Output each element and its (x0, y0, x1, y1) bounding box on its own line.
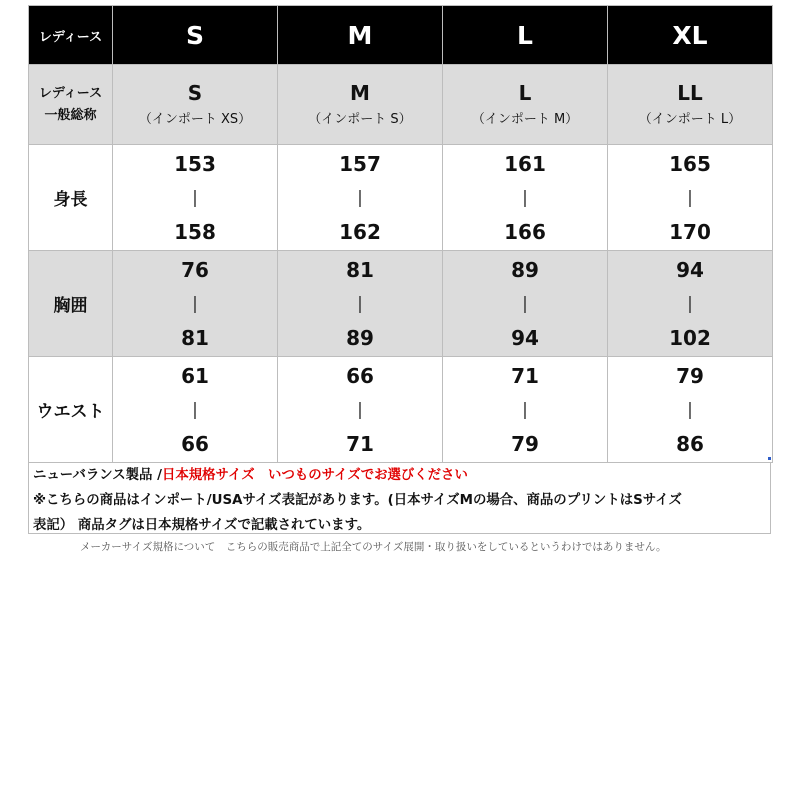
range-cell (443, 357, 608, 463)
height-row-label: 身長 (29, 145, 113, 251)
range-max: 66 (181, 431, 209, 456)
notes-line-2: ※こちらの商品はインポート/USAサイズ表記があります。(日本サイズMの場合、商品のプリントはSサイズ (33, 493, 682, 508)
range-max: 158 (174, 219, 216, 244)
range-max: 102 (669, 325, 711, 350)
range-min: 71 (511, 363, 539, 388)
range-min: 157 (339, 151, 381, 176)
range-separator: | (357, 293, 363, 314)
general-row-label (29, 65, 113, 145)
range-separator: | (687, 187, 693, 208)
range-cell (278, 251, 443, 357)
range-separator: | (192, 293, 198, 314)
range-min: 165 (669, 151, 711, 176)
range-min: 89 (511, 257, 539, 282)
range-max: 71 (346, 431, 374, 456)
size-chart-table (28, 5, 773, 463)
range-min: 76 (181, 257, 209, 282)
general-size-row (29, 65, 773, 145)
general-size-main: S (187, 80, 203, 105)
range-min: 81 (346, 257, 374, 282)
range-separator: | (522, 293, 528, 314)
general-label-line2: 一般総称 (44, 107, 97, 123)
general-size-main: L (518, 80, 532, 105)
range-cell (113, 145, 278, 251)
range-cell (608, 145, 773, 251)
range-max: 94 (511, 325, 539, 350)
height-row (29, 145, 773, 251)
general-size-import: （インポート XS） (138, 111, 252, 127)
range-separator: | (522, 187, 528, 208)
range-max: 170 (669, 219, 711, 244)
range-min: 61 (181, 363, 209, 388)
range-cell (278, 145, 443, 251)
general-size-cell (443, 65, 608, 145)
range-separator: | (687, 293, 693, 314)
general-size-cell (278, 65, 443, 145)
range-separator: | (357, 399, 363, 420)
general-size-cell (113, 65, 278, 145)
size-notes-box (28, 462, 771, 534)
header-size-l: L (443, 6, 608, 65)
general-size-import: （インポート M） (471, 111, 579, 127)
chest-row (29, 251, 773, 357)
range-cell (443, 251, 608, 357)
japan-size-warning: 日本規格サイズ いつものサイズでお選びください (162, 468, 468, 483)
range-max: 166 (504, 219, 546, 244)
range-separator: | (357, 187, 363, 208)
corner-marker-dot (768, 457, 771, 460)
range-min: 79 (676, 363, 704, 388)
range-cell (608, 251, 773, 357)
brand-note: ニューバランス製品 / (33, 468, 162, 483)
range-separator: | (192, 399, 198, 420)
general-size-import: （インポート S） (308, 111, 412, 127)
range-max: 86 (676, 431, 704, 456)
range-min: 94 (676, 257, 704, 282)
range-cell (608, 357, 773, 463)
notes-line-3: 表記） 商品タグは日本規格サイズで記載されています。 (33, 518, 371, 533)
range-max: 162 (339, 219, 381, 244)
waist-row (29, 357, 773, 463)
general-size-main: M (350, 80, 370, 105)
header-row-label: レディース (29, 6, 113, 65)
waist-row-label: ウエスト (29, 357, 113, 463)
general-size-main: LL (677, 80, 703, 105)
chest-row-label: 胸囲 (29, 251, 113, 357)
range-cell (278, 357, 443, 463)
range-max: 79 (511, 431, 539, 456)
range-cell (113, 251, 278, 357)
range-min: 66 (346, 363, 374, 388)
maker-size-footnote: メーカーサイズ規格について こちらの販売商品で上記全てのサイズ展開・取り扱いをしているというわけではありません。 (80, 541, 667, 553)
general-size-cell (608, 65, 773, 145)
header-row (29, 6, 773, 65)
general-size-import: （インポート L） (638, 111, 742, 127)
range-min: 153 (174, 151, 216, 176)
header-size-s: S (113, 6, 278, 65)
notes-line-1 (33, 463, 766, 488)
range-separator: | (687, 399, 693, 420)
range-separator: | (192, 187, 198, 208)
range-separator: | (522, 399, 528, 420)
range-min: 161 (504, 151, 546, 176)
range-cell (113, 357, 278, 463)
general-label-line1: レディース (38, 85, 103, 101)
header-size-m: M (278, 6, 443, 65)
header-size-xl: XL (608, 6, 773, 65)
range-max: 89 (346, 325, 374, 350)
range-cell (443, 145, 608, 251)
range-max: 81 (181, 325, 209, 350)
